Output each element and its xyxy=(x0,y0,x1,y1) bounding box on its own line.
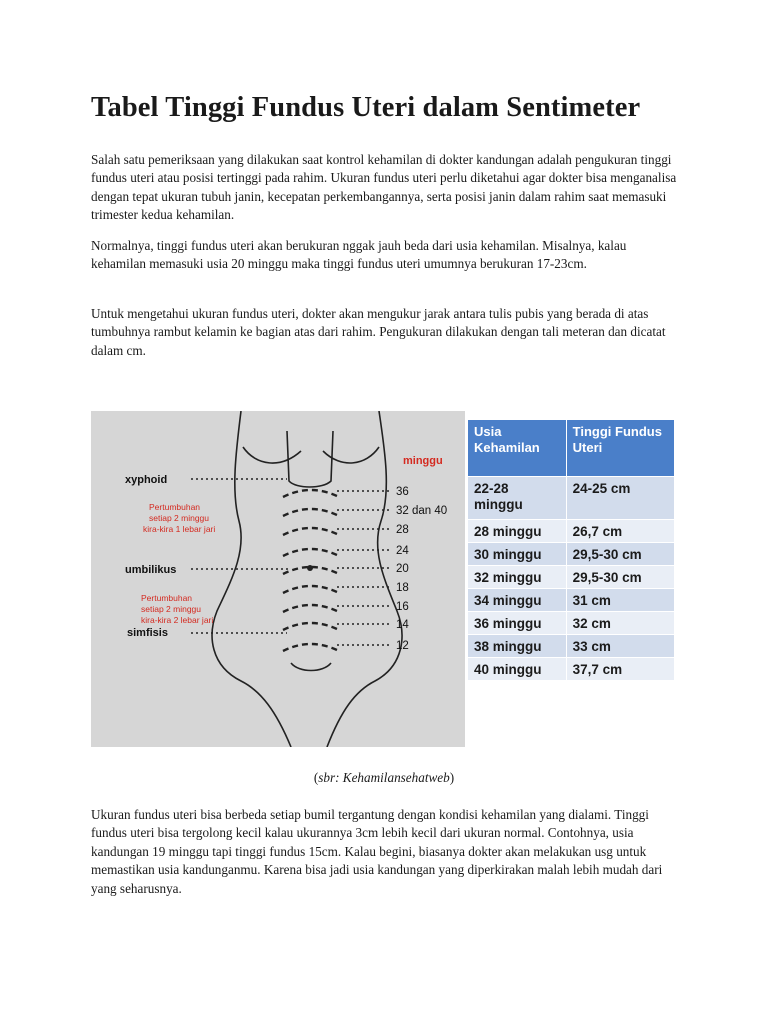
week-number: 14 xyxy=(396,619,409,631)
paragraph-measure: Untuk mengetahui ukuran fundus uteri, dokter akan mengukur jarak antara tulis pubis yang berada di atas tumbuhnya rambut kelamin ke bagian atas dari rahim. Pengukuran dilakukan dengan tali meteran dan dicatat dalam cm. xyxy=(91,306,666,358)
table-row xyxy=(468,658,675,681)
growth-label-2-line-1: Pertumbuhan xyxy=(141,593,193,603)
fundus-table xyxy=(467,419,675,681)
fundus-arc xyxy=(283,586,339,593)
paragraph-normal: Normalnya, tinggi fundus uteri akan berukuran nggak jauh beda dari usia kehamilan. Misalnya, kalau kehamilan memasuki usia 20 minggu maka tinggi fundus uteri umumnya berukuran 17-23cm. xyxy=(91,238,627,272)
week-numbers xyxy=(396,486,447,652)
table-row xyxy=(468,477,675,520)
fundus-arc xyxy=(283,509,339,516)
fundus-arc xyxy=(283,490,339,497)
fundus-arc xyxy=(283,549,339,556)
table-row xyxy=(468,612,675,635)
week-number: 12 xyxy=(396,640,409,652)
week-number: 24 xyxy=(396,545,409,557)
fundus-illustration xyxy=(91,411,465,747)
figure-caption xyxy=(0,770,768,786)
fundus-arc xyxy=(283,605,339,612)
week-number: 32 dan 40 xyxy=(396,505,448,517)
paragraph-intro: Salah satu pemeriksaan yang dilakukan saat kontrol kehamilan di dokter kandungan adalah pengukuran tinggi fundus uteri atau posisi tertinggi pada rahim. Ukuran fundus uteri perlu diketahui agar dokter bisa menganalisa dengan tepat ukuran tubuh janin, kecepatan perkembangannya, serta posisi janin dalam rahim saat memasuki trimester kedua kehamilan. xyxy=(91,152,677,223)
cell-usia: 30 minggu xyxy=(468,543,567,566)
fundus-table-body xyxy=(468,477,675,681)
fundus-arc xyxy=(283,623,339,630)
page-title: Tabel Tinggi Fundus Uteri dalam Sentimeter xyxy=(91,92,641,123)
cell-usia: 32 minggu xyxy=(468,566,567,589)
week-number: 36 xyxy=(396,486,409,498)
growth-label-1-line-1: Pertumbuhan xyxy=(149,502,201,512)
table-row xyxy=(468,589,675,612)
cell-usia: 34 minggu xyxy=(468,589,567,612)
cell-tinggi: 29,5-30 cm xyxy=(566,543,674,566)
week-number: 18 xyxy=(396,582,409,594)
growth-label-2-line-2: setiap 2 minggu xyxy=(141,604,202,614)
caption-source: sbr: Kehamilansehatweb xyxy=(318,770,450,785)
umbilikus-label: umbilikus xyxy=(125,564,177,576)
cell-tinggi: 24-25 cm xyxy=(566,477,674,520)
growth-label-1-line-2: setiap 2 minggu xyxy=(149,513,210,523)
fundus-arc xyxy=(283,528,339,535)
leader-lines xyxy=(191,479,391,645)
growth-label-2-line-3: kira-kira 2 lebar jari xyxy=(141,615,214,625)
simfisis-label: simfisis xyxy=(127,627,168,639)
caption-close: ) xyxy=(449,770,455,785)
table-row xyxy=(468,520,675,543)
table-row xyxy=(468,543,675,566)
cell-tinggi: 37,7 cm xyxy=(566,658,674,681)
minggu-label: minggu xyxy=(403,455,443,467)
week-number: 28 xyxy=(396,524,409,536)
caption-open: ( xyxy=(313,770,319,785)
cell-tinggi: 26,7 cm xyxy=(566,520,674,543)
week-number: 16 xyxy=(396,601,409,613)
cell-tinggi: 33 cm xyxy=(566,635,674,658)
table-row xyxy=(468,635,675,658)
cell-usia: 28 minggu xyxy=(468,520,567,543)
cell-tinggi: 32 cm xyxy=(566,612,674,635)
header-tinggi: Tinggi Fundus Uteri xyxy=(566,420,674,477)
cell-tinggi: 31 cm xyxy=(566,589,674,612)
cell-usia: 38 minggu xyxy=(468,635,567,658)
week-number: 20 xyxy=(396,563,409,575)
cell-usia: 36 minggu xyxy=(468,612,567,635)
cell-usia: 40 minggu xyxy=(468,658,567,681)
fundus-diagram xyxy=(91,411,465,747)
body-outline xyxy=(212,411,402,747)
table-row xyxy=(468,566,675,589)
fundus-arc xyxy=(283,644,339,651)
paragraph-variation: Ukuran fundus uteri bisa berbeda setiap bumil tergantung dengan kondisi kehamilan yang dialami. Tinggi fundus uteri bisa tergolong kecil kalau ukurannya 3cm lebih kecil dari ukuran normal. Contohnya, usia kandungan 19 minggu tapi tinggi fundus 15cm. Kalau begini, biasanya dokter akan melakukan usg untuk memastikan usia kandunganmu. Karena bisa jadi usia kandungan yang diperkirakan malah lebih mudah dari yang seharusnya. xyxy=(91,807,663,896)
cell-tinggi: 29,5-30 cm xyxy=(566,566,674,589)
xyphoid-label: xyphoid xyxy=(125,474,168,486)
header-usia: Usia Kehamilan xyxy=(468,420,567,477)
growth-label-1-line-3: kira-kira 1 lebar jari xyxy=(143,524,216,534)
cell-usia: 22-28 minggu xyxy=(468,477,567,520)
